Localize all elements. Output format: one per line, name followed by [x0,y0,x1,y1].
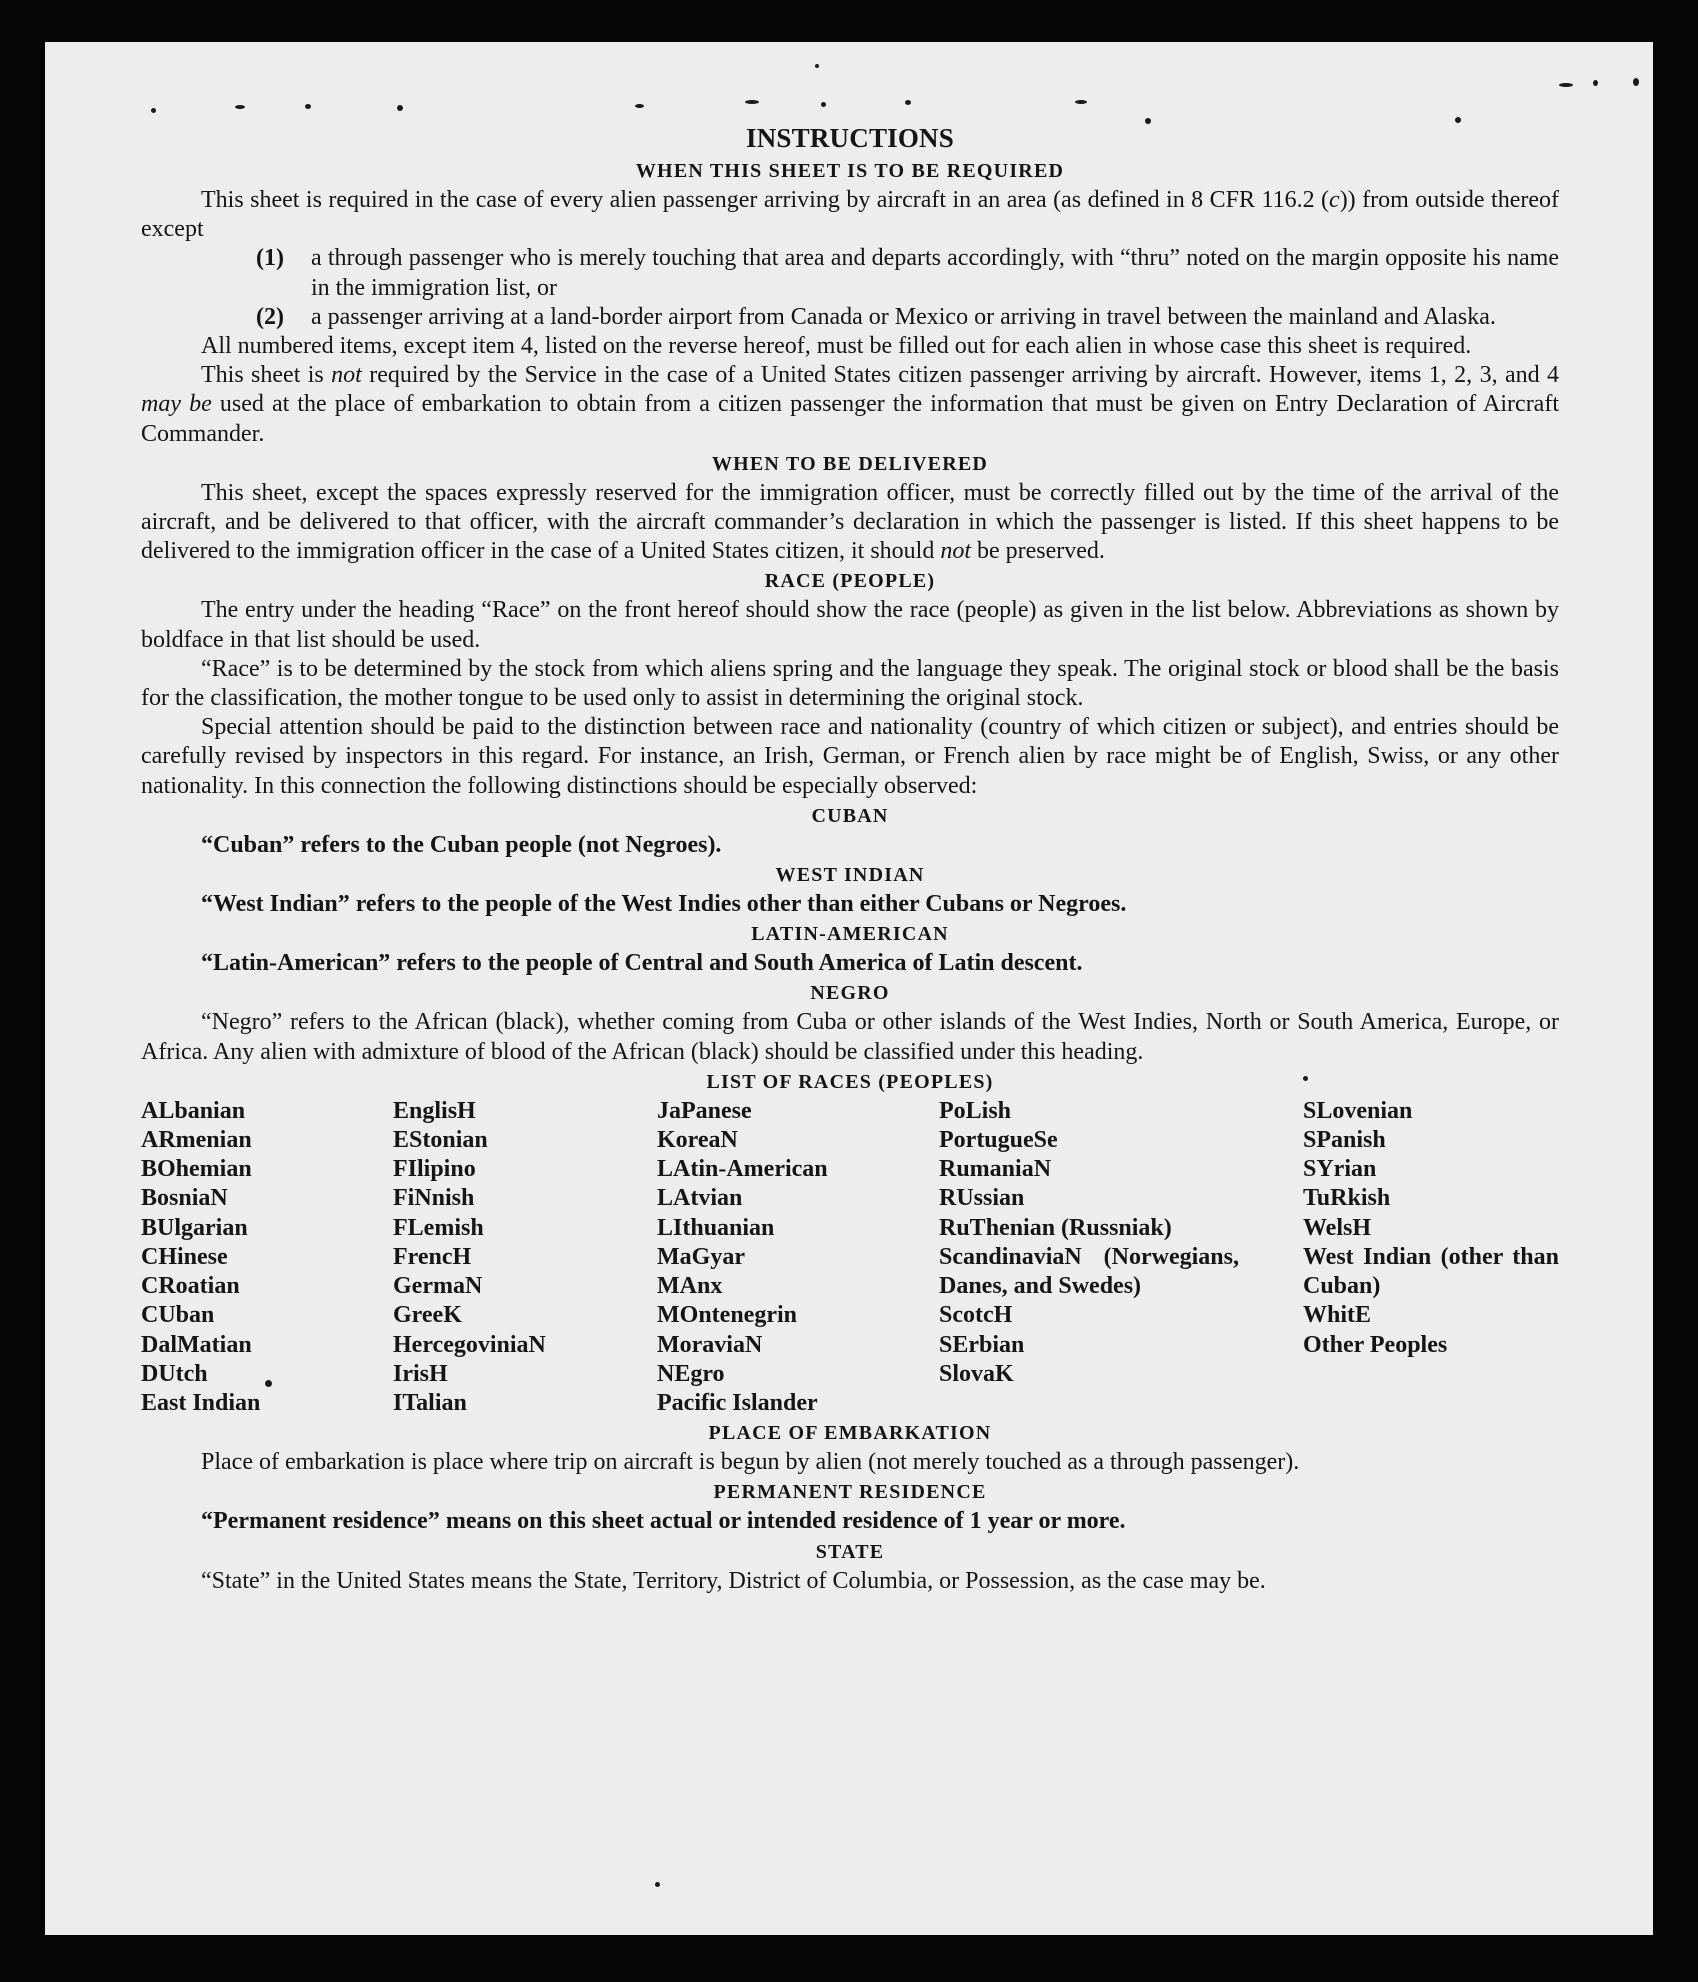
race-entry: MAnx [657,1273,723,1300]
scan-speck [1633,78,1639,86]
race-entry: BUlgarian [141,1214,248,1241]
race-entry: ITalian [393,1389,467,1416]
scan-speck [1593,80,1598,86]
exception-text: a through passenger who is merely touching that area and departs accordingly, with “thru” noted on the margin opposite his name in the immigration list, or [311,245,1559,301]
race-column [939,1097,1303,1418]
race-list [141,1097,1559,1418]
section-heading-latin-american: LATIN-AMERICAN [751,923,949,946]
race-entry: West Indian (other than Cuban) [1303,1243,1559,1300]
race-entry: KoreaN [657,1127,738,1154]
race-entry: LAtin-American [657,1156,828,1183]
race-entry: SPanish [1303,1127,1386,1154]
exception-item [256,303,1559,332]
section-heading-cuban: CUBAN [811,804,889,827]
paragraph: This sheet is not required by the Service in the case of a United States citizen passenger arriving by aircraft. However, items 1, 2, 3, and 4 may be used at the place of embarkation to obtain from a citizen passenger the information that must be given on Entry Declaration of Aircraft Commander. [141,362,1559,447]
scan-speck [151,108,156,113]
race-entry: ALbanian [141,1097,246,1124]
race-entry: ScandinaviaN (Norwegians, Danes, and Swedes) [939,1243,1239,1300]
section-heading-negro: NEGRO [810,982,890,1005]
race-column [141,1097,393,1418]
race-entry: FiNnish [393,1185,475,1212]
paragraph: “Negro” refers to the African (black), whether coming from Cuba or other islands of the West Indies, North or South America, Europe, or Africa. Any alien with admixture of blood of the African (black) should be classified under this heading. [141,1009,1559,1065]
race-entry: EStonian [393,1127,488,1154]
race-entry: East Indian [141,1389,261,1416]
race-entry: HercegoviniaN [393,1331,546,1358]
paragraph: “Cuban” refers to the Cuban people (not Negroes). [201,831,722,858]
section-heading-permanent-residence: PERMANENT RESIDENCE [713,1481,987,1504]
race-column [657,1097,939,1418]
scan-speck [655,1882,660,1887]
paragraph: This sheet, except the spaces expressly reserved for the immigration officer, must be correctly filled out by the time of the arrival of the aircraft, and be delivered to that officer, with the aircraft commander’s declaration in which the passenger is listed. If this sheet happens to be delivered to the immigration officer in the case of a United States citizen, it should not be preserved. [141,479,1559,565]
scan-speck [905,100,911,105]
race-entry: EnglisH [393,1097,476,1124]
scan-speck [1075,100,1087,104]
race-entry: BOhemian [141,1156,252,1183]
section-heading-when-delivered: WHEN TO BE DELIVERED [711,452,989,475]
race-entry: SLovenian [1303,1097,1413,1124]
scan-speck [397,105,403,111]
scan-speck [821,102,826,107]
paragraph: “Permanent residence” means on this sheet actual or intended residence of 1 year or more. [201,1508,1126,1535]
race-entry: RumaniaN [939,1156,1052,1183]
paragraph: This sheet is required in the case of every alien passenger arriving by aircraft in an area (as defined in 8 CFR 116.2 (c)) from outside thereof except [141,187,1559,243]
race-column [393,1097,657,1418]
section-heading-when-required: WHEN THIS SHEET IS TO BE REQUIRED [635,160,1065,182]
race-entry: TuRkish [1303,1185,1391,1212]
race-entry: LAtvian [657,1185,743,1212]
page-title: INSTRUCTIONS [746,123,954,153]
section-heading-list-of-races: LIST OF RACES (PEOPLES) [706,1070,994,1093]
scan-speck [815,64,819,68]
race-entry: SlovaK [939,1360,1014,1387]
scan-speck [745,100,759,104]
paragraph: “West Indian” refers to the people of the West Indies other than either Cubans or Negroes. [201,891,1127,918]
document-page [45,42,1653,1935]
section-heading-west-indian: WEST INDIAN [775,864,925,887]
race-entry: SErbian [939,1331,1025,1358]
exception-text: a passenger arriving at a land-border airport from Canada or Mexico or arriving in travel between the mainland and Alaska. [311,303,1496,330]
race-entry: FIlipino [393,1156,476,1183]
scan-speck [635,104,644,108]
race-entry: Other Peoples [1303,1331,1448,1358]
race-entry: MoraviaN [657,1331,763,1358]
race-entry: WelsH [1303,1214,1372,1241]
race-entry: Pacific Islander [657,1389,818,1416]
paragraph: “Latin-American” refers to the people of Central and South America of Latin descent. [201,950,1083,977]
scan-speck [305,104,311,109]
paragraph: Place of embarkation is place where trip on aircraft is begun by alien (not merely touched as a through passenger). [201,1449,1300,1476]
scan-speck [1559,83,1573,87]
race-entry: ScotcH [939,1302,1013,1329]
race-entry: JaPanese [657,1097,752,1124]
race-entry: PoLish [939,1097,1012,1124]
instructions-content [141,120,1559,1596]
paragraph: The entry under the heading “Race” on the front hereof should show the race (people) as given in the list below. Abbreviations as shown by boldface in that list should be used. [141,597,1559,653]
scan-speck [235,105,245,109]
race-entry: GermaN [393,1273,483,1300]
section-heading-state: STATE [815,1540,885,1563]
race-entry: RuThenian (Russniak) [939,1214,1172,1241]
race-entry: DalMatian [141,1331,252,1358]
paragraph: “Race” is to be determined by the stock from which aliens spring and the language they speak. The original stock or blood shall be the basis for the classification, the mother tongue to be used only to assist in determining the original stock. [141,655,1559,712]
race-entry: MOntenegrin [657,1302,797,1329]
race-entry: CUban [141,1302,215,1329]
paragraph: “State” in the United States means the State, Territory, District of Columbia, or Possession, as the case may be. [201,1567,1266,1594]
race-entry: LIthuanian [657,1214,775,1241]
race-entry: DUtch [141,1360,208,1387]
race-entry: PortugueSe [939,1127,1058,1154]
race-entry: FrencH [393,1243,472,1270]
race-entry: FLemish [393,1214,484,1241]
race-entry: GreeK [393,1302,462,1329]
exception-number: (2) [256,303,284,330]
paragraph: All numbered items, except item 4, listed on the reverse hereof, must be filled out for each alien in whose case this sheet is required. [201,333,1472,360]
race-column [1303,1097,1559,1418]
section-heading-race: RACE (PEOPLE) [764,570,936,593]
exception-number: (1) [256,245,284,272]
race-entry: CHinese [141,1243,228,1270]
exception-item [256,244,1559,302]
race-entry: ARmenian [141,1127,252,1154]
race-entry: BosniaN [141,1185,228,1212]
race-entry: RUssian [939,1185,1025,1212]
race-entry: CRoatian [141,1273,240,1300]
race-entry: SYrian [1303,1156,1377,1183]
paragraph: Special attention should be paid to the distinction between race and nationality (country of which citizen or subject), and entries should be carefully revised by inspectors in this regard. For instance, an Irish, German, or French alien by race might be of English, Swiss, or any other nationality. In this connection the following distinctions should be especially observed: [141,714,1559,799]
race-entry: NEgro [657,1360,725,1387]
race-entry: MaGyar [657,1243,745,1270]
race-entry: IrisH [393,1360,448,1387]
section-heading-embarkation: PLACE OF EMBARKATION [708,1422,992,1445]
race-entry: WhitE [1303,1302,1372,1329]
